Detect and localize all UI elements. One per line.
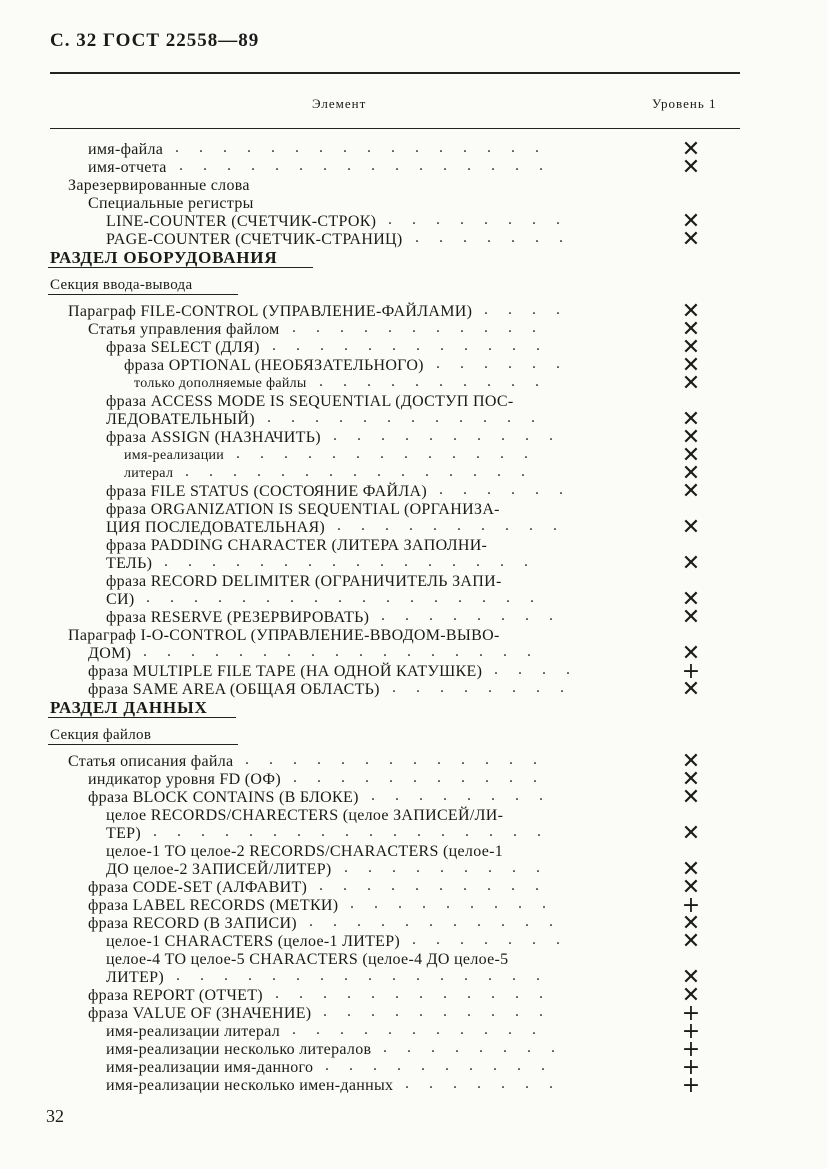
heading-underline (48, 744, 238, 745)
row-element-text: имя-файла (88, 141, 164, 158)
table-row (0, 587, 760, 612)
row-element-text: имя-отчета (88, 159, 167, 176)
heading-underline (48, 294, 238, 295)
cross-mark-icon: ✕ (681, 155, 701, 180)
table-row (0, 1019, 760, 1044)
subsection-heading-row (0, 276, 760, 294)
row-element-text: имя-реализации (124, 448, 225, 463)
leader-dots: ................ (175, 139, 559, 156)
page-number: 32 (46, 1106, 64, 1126)
leader-dots: ................. (146, 589, 554, 606)
table-row (0, 479, 760, 504)
leader-dots: ......... (350, 895, 566, 912)
table-row (0, 335, 760, 360)
leader-dots: .......... (323, 1003, 563, 1020)
table-row (0, 209, 760, 234)
leader-dots: ........ (381, 607, 573, 624)
leader-dots: ............. (245, 751, 557, 768)
plus-mark-icon: + (681, 659, 701, 684)
cross-mark-icon: ✕ (681, 965, 701, 990)
section-heading-row (0, 699, 760, 717)
leader-dots: ............. (236, 445, 548, 462)
cross-mark-icon: ✕ (681, 551, 701, 576)
table-row (0, 227, 760, 252)
cross-mark-icon: ✕ (681, 461, 701, 486)
cross-mark-icon: ✕ (681, 479, 701, 504)
row-element-text: Зарезервированные слова (68, 177, 250, 194)
row-element-text: ДОМ) (88, 645, 132, 662)
row-element-text: фраза BLOCK CONTAINS (В БЛОКЕ) (88, 789, 359, 806)
row-element-text: Секция ввода-вывода (50, 277, 193, 293)
leader-dots: ........... (293, 769, 557, 786)
column-header-rule (50, 128, 740, 129)
leader-dots: .... (484, 301, 580, 318)
column-header-level: Уровень 1 (652, 96, 717, 111)
subsection-heading-row (0, 726, 760, 744)
leader-dots: ............ (272, 337, 560, 354)
leader-dots: ....... (415, 229, 583, 246)
cross-mark-icon: ✕ (681, 911, 701, 936)
row-element-text: только дополняемые файлы (134, 376, 307, 391)
leader-dots: .......... (325, 1057, 565, 1074)
cross-mark-icon: ✕ (681, 407, 701, 432)
cross-mark-icon: ✕ (681, 749, 701, 774)
row-element-text: имя-реализации несколько имен-данных (106, 1077, 394, 1094)
row-element-text: фраза ORGANIZATION IS SEQUENTIAL (ОРГАНИЗА- (106, 501, 500, 518)
table-row (0, 1055, 760, 1080)
table-row (0, 785, 760, 810)
cross-mark-icon: ✕ (681, 929, 701, 954)
plus-mark-icon: + (681, 1019, 701, 1044)
row-element-text: индикатор уровня FD (ОФ) (88, 771, 282, 788)
row-element-text: ДО целое-2 ЗАПИСЕЙ/ЛИТЕР) (106, 861, 332, 878)
row-element-text: целое-4 TO целое-5 CHARACTERS (целое-4 ДО целое-5 (106, 951, 509, 968)
table-row (0, 677, 760, 702)
cross-mark-icon: ✕ (681, 137, 701, 162)
table-row (0, 155, 760, 180)
header-rule (50, 72, 740, 74)
row-element-text: имя-реализации литерал (106, 1023, 281, 1040)
leader-dots: .......... (319, 373, 559, 390)
row-element-text: ТЕЛЬ) (106, 555, 153, 572)
cross-mark-icon: ✕ (681, 857, 701, 882)
row-element-text: ЛЕДОВАТЕЛЬНЫЙ) (106, 411, 255, 428)
table-row (0, 1073, 760, 1098)
table-row (0, 371, 760, 396)
cross-mark-icon: ✕ (681, 767, 701, 792)
row-element-text: фраза RECORD DELIMITER (ОГРАНИЧИТЕЛЬ ЗАПИ- (106, 573, 502, 590)
leader-dots: ........... (309, 913, 573, 930)
row-element-text: литерал (124, 466, 174, 481)
cross-mark-icon: ✕ (681, 983, 701, 1008)
row-element-text: фраза ACCESS MODE IS SEQUENTIAL (ДОСТУП ПОС- (106, 393, 514, 410)
row-element-text: СИ) (106, 591, 135, 608)
cross-mark-icon: ✕ (681, 641, 701, 666)
leader-dots: ................ (164, 553, 548, 570)
table-row (0, 177, 760, 195)
leader-dots: ................. (143, 643, 551, 660)
row-element-text: имя-реализации несколько литералов (106, 1041, 372, 1058)
cross-mark-icon: ✕ (681, 587, 701, 612)
leader-dots: ................ (179, 157, 563, 174)
row-element-text: целое-1 CHARACTERS (целое-1 ЛИТЕР) (106, 933, 401, 950)
cross-mark-icon: ✕ (681, 317, 701, 342)
row-element-text: фраза OPTIONAL (НЕОБЯЗАТЕЛЬНОГО) (124, 357, 424, 374)
cross-mark-icon: ✕ (681, 353, 701, 378)
leader-dots: ...... (436, 355, 580, 372)
leader-dots: .... (494, 661, 590, 678)
cross-mark-icon: ✕ (681, 677, 701, 702)
section-heading-row (0, 249, 760, 267)
row-element-text: фраза PADDING CHARACTER (ЛИТЕРА ЗАПОЛНИ- (106, 537, 488, 554)
row-element-text: Параграф FILE-CONTROL (УПРАВЛЕНИЕ-ФАЙЛАМИ) (68, 303, 473, 320)
plus-mark-icon: + (681, 1073, 701, 1098)
row-element-text: фраза FILE STATUS (СОСТОЯНИЕ ФАЙЛА) (106, 483, 427, 500)
row-element-text: фраза ASSIGN (НАЗНАЧИТЬ) (106, 429, 321, 446)
leader-dots: ........... (292, 319, 556, 336)
leader-dots: ........ (371, 787, 563, 804)
column-header-element: Элемент (312, 96, 367, 111)
table-row (0, 515, 760, 540)
cross-mark-icon: ✕ (681, 371, 701, 396)
row-element-text: Параграф I-O-CONTROL (УПРАВЛЕНИЕ-ВВОДОМ-ВЫВО- (68, 627, 500, 644)
plus-mark-icon: + (681, 1001, 701, 1026)
table-row (0, 195, 760, 213)
row-element-text: Статья управления файлом (88, 321, 280, 338)
row-element-text: фраза REPORT (ОТЧЕТ) (88, 987, 263, 1004)
row-element-text: ЦИЯ ПОСЛЕДОВАТЕЛЬНАЯ) (106, 519, 326, 536)
leader-dots: .......... (337, 517, 577, 534)
row-element-text: фраза VALUE OF (ЗНАЧЕНИЕ) (88, 1005, 312, 1022)
leader-dots: ................. (153, 823, 561, 840)
cross-mark-icon: ✕ (681, 443, 701, 468)
row-element-text: Статья описания файла (68, 753, 234, 770)
row-element-text: фраза SELECT (ДЛЯ) (106, 339, 260, 356)
leader-dots: ............... (185, 463, 545, 480)
table-row (0, 605, 760, 630)
row-element-text: LINE-COUNTER (СЧЕТЧИК-СТРОК) (106, 213, 377, 230)
cross-mark-icon: ✕ (681, 425, 701, 450)
page-header: С. 32 ГОСТ 22558—89 (50, 30, 260, 51)
cross-mark-icon: ✕ (681, 299, 701, 324)
leader-dots: ....... (412, 931, 580, 948)
row-element-text: фраза RECORD (В ЗАПИСИ) (88, 915, 297, 932)
leader-dots: ................ (176, 967, 560, 984)
cross-mark-icon: ✕ (681, 209, 701, 234)
leader-dots: ........ (388, 211, 580, 228)
plus-mark-icon: + (681, 893, 701, 918)
cross-mark-icon: ✕ (681, 605, 701, 630)
cross-mark-icon: ✕ (681, 785, 701, 810)
row-element-text: фраза SAME AREA (ОБЩАЯ ОБЛАСТЬ) (88, 681, 380, 698)
leader-dots: ....... (405, 1075, 573, 1092)
row-element-text: фраза CODE-SET (АЛФАВИТ) (88, 879, 308, 896)
cross-mark-icon: ✕ (681, 335, 701, 360)
leader-dots: ...... (439, 481, 583, 498)
cross-mark-icon: ✕ (681, 515, 701, 540)
leader-dots: .......... (333, 427, 573, 444)
row-element-text: ТЕР) (106, 825, 141, 842)
table-row (0, 659, 760, 684)
heading-underline (48, 267, 313, 268)
row-element-text: РАЗДЕЛ ОБОРУДОВАНИЯ (50, 248, 278, 267)
heading-underline (48, 717, 236, 718)
plus-mark-icon: + (681, 1037, 701, 1062)
table-row (0, 461, 760, 486)
row-element-text: фраза LABEL RECORDS (МЕТКИ) (88, 897, 339, 914)
leader-dots: ........... (292, 1021, 556, 1038)
row-element-text: имя-реализации имя-данного (106, 1059, 314, 1076)
table-row (0, 641, 760, 666)
row-element-text: PAGE-COUNTER (СЧЕТЧИК-СТРАНИЦ) (106, 231, 403, 248)
leader-dots: ............ (267, 409, 555, 426)
cross-mark-icon: ✕ (681, 227, 701, 252)
leader-dots: .......... (319, 877, 559, 894)
leader-dots: ............ (275, 985, 563, 1002)
table-row (0, 551, 760, 576)
cross-mark-icon: ✕ (681, 821, 701, 846)
plus-mark-icon: + (681, 1055, 701, 1080)
row-element-text: Специальные регистры (88, 195, 254, 212)
row-element-text: Секция файлов (50, 727, 152, 743)
table-row (0, 911, 760, 936)
row-element-text: РАЗДЕЛ ДАННЫХ (50, 698, 208, 717)
row-element-text: фраза RESERVE (РЕЗЕРВИРОВАТЬ) (106, 609, 370, 626)
row-element-text: целое-1 TO целое-2 RECORDS/CHARACTERS (целое-1 (106, 843, 504, 860)
table-row (0, 929, 760, 954)
leader-dots: ........ (383, 1039, 575, 1056)
leader-dots: ........ (392, 679, 584, 696)
row-element-text: фраза MULTIPLE FILE TAPE (НА ОДНОЙ КАТУШКЕ) (88, 663, 483, 680)
cross-mark-icon: ✕ (681, 875, 701, 900)
leader-dots: ......... (344, 859, 560, 876)
row-element-text: целое RECORDS/CHARECTERS (целое ЗАПИСЕЙ/ЛИ- (106, 807, 504, 824)
table-row (0, 821, 760, 846)
row-element-text: ЛИТЕР) (106, 969, 164, 986)
